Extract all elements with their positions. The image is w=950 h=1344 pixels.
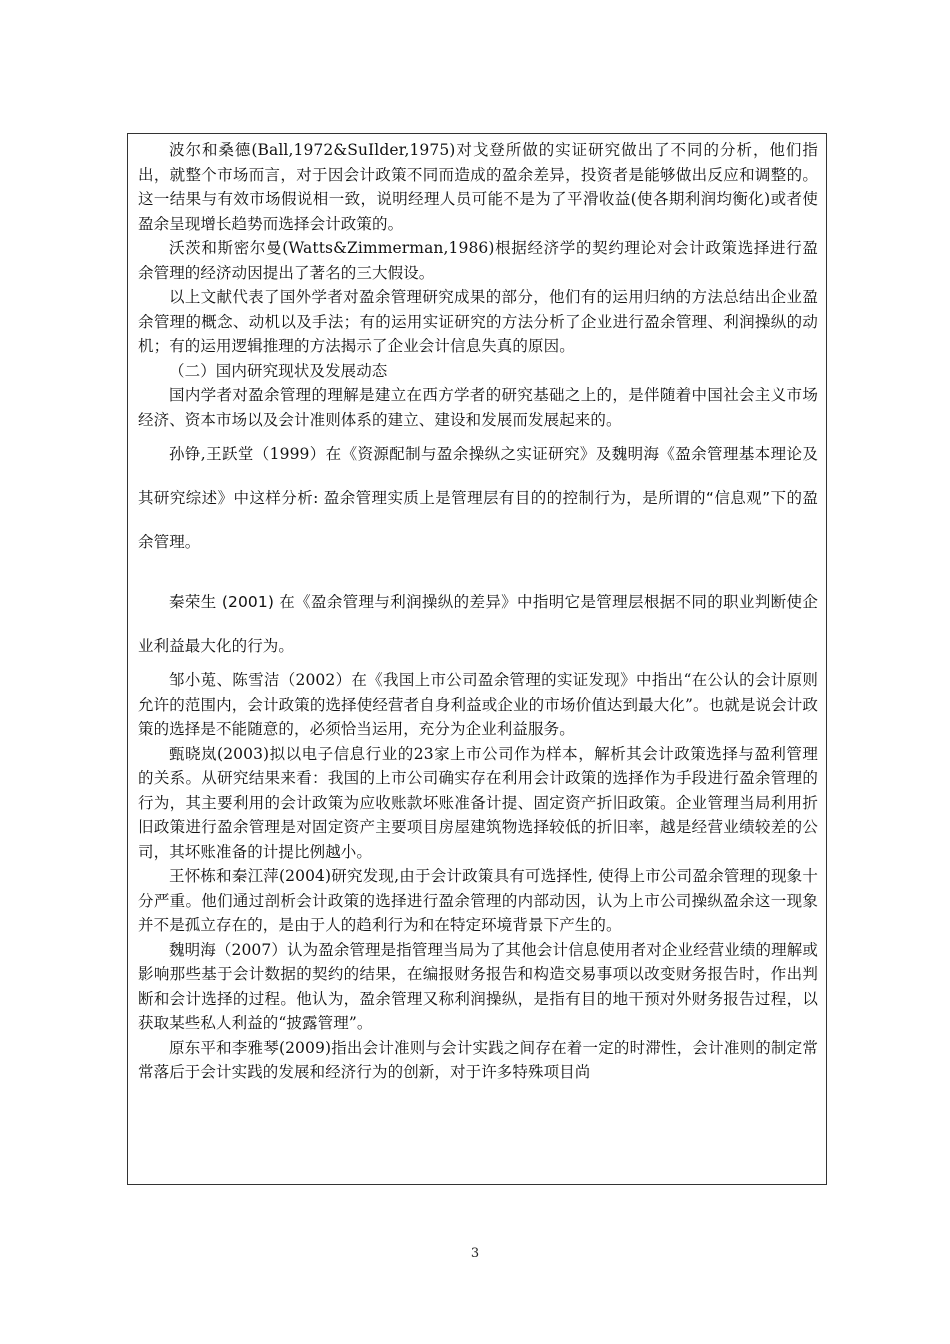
paragraph-ball-sunder: 波尔和桑德(Ball,1972&SuIlder,1975)对戈登所做的实证研究做出了不同的分析，他们指出，就整个市场而言，对于因会计政策不同而造成的盈余差异，投资者是能够做出反应和调整的。这一结果与有效市场假说相一致，说明经理人员可能不是为了平滑收益(使各期利润均衡化)或者使盈余呈现增长趋势而选择会计政策的。 xyxy=(138,141,818,233)
page-number: 3 xyxy=(470,1246,480,1261)
paragraph-watts-zimmerman: 沃茨和斯密尔曼(Watts&Zimmerman,1986)根据经济学的契约理论对会计政策选择进行盈余管理的经济动因提出了著名的三大假设。 xyxy=(138,239,818,282)
paragraph-sun-wang-text: 孙铮,王跃堂（1999）在《资源配制与盈余操纵之实证研究》及魏明海《盈余管理基本理论及其研究综述》中这样分析: xyxy=(138,445,818,507)
paragraph-domestic-intro: 国内学者对盈余管理的理解是建立在西方学者的研究基础之上的，是伴随着中国社会主义市场经济、资本市场以及会计准则体系的建立、建设和发展而发展起来的。 xyxy=(138,386,818,429)
spacer xyxy=(138,564,818,580)
paragraph-wang-qin: 王怀栋和秦江萍(2004)研究发现,由于会计政策具有可选择性, 使得上市公司盈余管理的现象十分严重。他们通过剖析会计政策的选择进行盈余管理的内部动因，认为上市公司操纵盈余这一现象并不是孤立存在的，是由于人的趋利行为和在特定环境背景下产生的。 xyxy=(138,867,818,934)
section-heading-domestic: （二）国内研究现状及发展动态 xyxy=(169,361,388,380)
paragraph-zou-chen: 邹小莵、陈雪洁（2002）在《我国上市公司盈余管理的实证发现》中指出“在公认的会计原则允许的范围内，会计政策的选择使经营者自身利益或企业的市场价值达到最大化”。也就是说会计政策的选择是不能随意的，必须恰当运用，充分为企业利益服务。 xyxy=(138,671,818,738)
paragraph-qin-author: 秦荣生 (2001) 在 xyxy=(169,593,296,611)
paragraph-wei-minghai: 魏明海（2007）认为盈余管理是指管理当局为了其他会计信息使用者对企业经营业绩的理解或影响那些基于会计数据的契约的结果，在编报财务报告和构造交易事项以改变财务报告时，作出判断和会计选择的过程。他认为，盈余管理又称利润操纵，是指有目的地干预对外财务报告过程，以获取某些私人利益的“披露管理”。 xyxy=(138,940,818,1032)
paragraph-foreign-summary: 以上文献代表了国外学者对盈余管理研究成果的部分，他们有的运用归纳的方法总结出企业盈余管理的概念、动机以及手法；有的运用实证研究的方法分析了企业进行盈余管理、利润操纵的动机；有的运用逻辑推理的方法揭示了企业会计信息失真的原因。 xyxy=(138,288,818,355)
paragraph-sun-wang xyxy=(138,432,818,564)
paragraph-qin-text: 《盈余管理与利润操纵的差异》中指明它是管理层根据不同的职业判断使企业利益最大化的行为。 xyxy=(138,593,818,655)
paragraph-yuan-li: 原东平和李雅琴(2009)指出会计准则与会计实践之间存在着一定的时滞性，会计准则的制定常常落后于会计实践的发展和经济行为的创新，对于许多特殊项目尚 xyxy=(138,1038,818,1081)
paragraph-qin-rongsheng xyxy=(138,580,818,668)
content-frame xyxy=(127,133,827,1185)
document-body xyxy=(138,138,818,1085)
paragraph-zhen-xiaolan: 甄晓岚(2003)拟以电子信息行业的23家上市公司作为样本，解析其会计政策选择与盈利管理的关系。从研究结果来看：我国的上市公司确实存在利用会计政策的选择作为手段进行盈余管理的行为，其主要利用的会计政策为应收账款坏账准备计提、固定资产折旧政策。企业管理当局利用折旧政策进行盈余管理是对固定资产主要项目房屋建筑物选择较低的折旧率，越是经营业绩较差的公司，其坏账准备的计提比例越小。 xyxy=(138,744,818,861)
paragraph-sun-wang-emphasis: 盈余管理实质上是管理层有目的的控制行为，是所谓的“信息观”下的盈余管理。 xyxy=(138,489,818,551)
